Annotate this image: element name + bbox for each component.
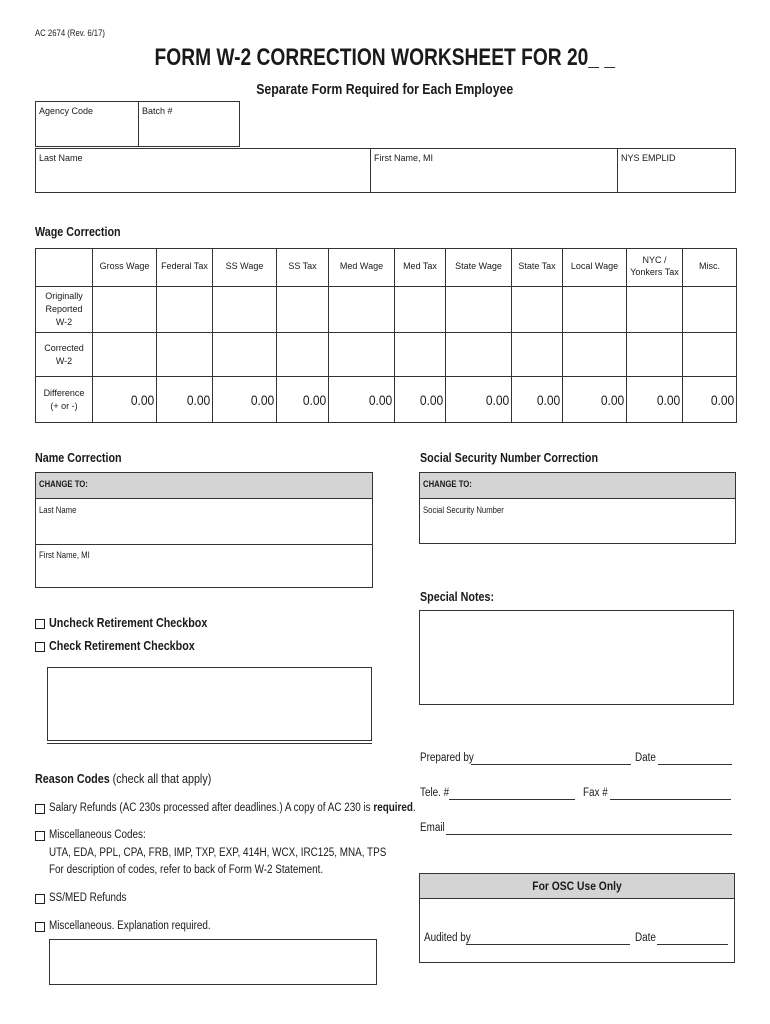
col-header: NYC / Yonkers Tax xyxy=(627,249,683,287)
uncheck-retirement-checkbox[interactable] xyxy=(35,619,45,629)
original-cell[interactable] xyxy=(395,287,446,333)
ssn-correction-title: Social Security Number Correction xyxy=(420,451,599,465)
audited-date-line[interactable] xyxy=(657,944,728,945)
osc-use-box xyxy=(419,873,735,963)
row-label-difference: Difference (+ or -) xyxy=(36,377,93,423)
fax-line[interactable] xyxy=(610,799,731,800)
corrected-cell[interactable] xyxy=(627,333,683,377)
table-row xyxy=(36,287,737,333)
nys-emplid-label: NYS EMPLID xyxy=(621,153,676,163)
check-retirement-checkbox[interactable] xyxy=(35,642,45,652)
audited-by-label: Audited by xyxy=(424,932,471,944)
misc-codes-desc: For description of codes, refer to back of Form W-2 Statement. xyxy=(49,864,324,876)
tele-line[interactable] xyxy=(449,799,575,800)
special-notes-title: Special Notes: xyxy=(420,590,495,604)
misc-explanation-box[interactable] xyxy=(49,939,377,985)
difference-cell: 0.00 xyxy=(329,377,395,423)
first-name-field[interactable] xyxy=(370,148,618,193)
misc-codes-checkbox[interactable] xyxy=(35,831,45,841)
original-cell[interactable] xyxy=(627,287,683,333)
difference-cell: 0.00 xyxy=(683,377,737,423)
col-header: Med Wage xyxy=(329,249,395,287)
audited-by-line[interactable] xyxy=(466,944,630,945)
nys-emplid-field[interactable] xyxy=(617,148,736,193)
tele-label: Tele. # xyxy=(420,787,450,799)
osc-use-header: For OSC Use Only xyxy=(420,874,734,899)
reason-codes-title: Reason Codes (check all that apply) xyxy=(35,772,212,786)
misc-explanation-checkbox[interactable] xyxy=(35,922,45,932)
wage-correction-title: Wage Correction xyxy=(35,225,121,239)
original-cell[interactable] xyxy=(93,287,157,333)
salary-refunds-checkbox[interactable] xyxy=(35,804,45,814)
corrected-cell[interactable] xyxy=(93,333,157,377)
name-correction-title: Name Correction xyxy=(35,451,122,465)
retirement-notes-box[interactable] xyxy=(47,667,372,741)
name-change-to-header: CHANGE TO: xyxy=(36,473,372,499)
batch-label: Batch # xyxy=(142,106,173,116)
ss-med-refunds-label: SS/MED Refunds xyxy=(49,892,127,904)
table-row xyxy=(36,377,737,423)
divider xyxy=(47,743,372,744)
corrected-cell[interactable] xyxy=(157,333,213,377)
col-header: Federal Tax xyxy=(157,249,213,287)
agency-code-label: Agency Code xyxy=(39,106,94,116)
corrected-last-name-field[interactable] xyxy=(36,499,372,545)
difference-cell: 0.00 xyxy=(213,377,277,423)
corrected-cell[interactable] xyxy=(395,333,446,377)
ssn-label: Social Security Number xyxy=(423,505,504,515)
original-cell[interactable] xyxy=(213,287,277,333)
col-header: Med Tax xyxy=(395,249,446,287)
col-header: Gross Wage xyxy=(93,249,157,287)
misc-explanation-label: Miscellaneous. Explanation required. xyxy=(49,920,211,932)
col-header: State Wage xyxy=(446,249,512,287)
salary-refunds-label: Salary Refunds (AC 230s processed after deadlines.) A copy of AC 230 is required. xyxy=(49,802,416,814)
first-name-label: First Name, MI xyxy=(374,153,434,163)
agency-code-field[interactable] xyxy=(35,101,139,147)
col-header: Misc. xyxy=(683,249,737,287)
corrected-cell[interactable] xyxy=(512,333,563,377)
fax-label: Fax # xyxy=(583,787,608,799)
last-name-label: Last Name xyxy=(39,153,83,163)
col-header: State Tax xyxy=(512,249,563,287)
corrected-cell[interactable] xyxy=(446,333,512,377)
ssn-correction-box xyxy=(419,472,736,544)
difference-cell: 0.00 xyxy=(93,377,157,423)
misc-codes-list: UTA, EDA, PPL, CPA, FRB, IMP, TXP, EXP, 414H, WCX, IRC125, MNA, TPS xyxy=(49,847,387,859)
original-cell[interactable] xyxy=(446,287,512,333)
row-label-corrected: Corrected W-2 xyxy=(36,333,93,377)
special-notes-box[interactable] xyxy=(419,610,734,705)
original-cell[interactable] xyxy=(157,287,213,333)
prepared-by-line[interactable] xyxy=(471,764,631,765)
corrected-cell[interactable] xyxy=(329,333,395,377)
name-correction-box xyxy=(35,472,373,588)
original-cell[interactable] xyxy=(512,287,563,333)
table-row xyxy=(36,333,737,377)
difference-cell: 0.00 xyxy=(157,377,213,423)
difference-cell: 0.00 xyxy=(277,377,329,423)
last-name-field[interactable] xyxy=(35,148,371,193)
corrected-first-name-label: First Name, MI xyxy=(39,550,90,560)
check-retirement-label: Check Retirement Checkbox xyxy=(49,639,195,653)
wage-correction-table xyxy=(35,248,737,423)
corrected-last-name-label: Last Name xyxy=(39,505,77,515)
email-line[interactable] xyxy=(446,834,732,835)
uncheck-retirement-label: Uncheck Retirement Checkbox xyxy=(49,616,208,630)
table-corner xyxy=(36,249,93,287)
original-cell[interactable] xyxy=(563,287,627,333)
col-header: SS Wage xyxy=(213,249,277,287)
difference-cell: 0.00 xyxy=(446,377,512,423)
corrected-cell[interactable] xyxy=(213,333,277,377)
corrected-cell[interactable] xyxy=(683,333,737,377)
audited-date-label: Date xyxy=(635,932,656,944)
corrected-first-name-field[interactable] xyxy=(36,544,372,587)
prepared-by-label: Prepared by xyxy=(420,752,474,764)
prepared-date-label: Date xyxy=(635,752,656,764)
difference-cell: 0.00 xyxy=(563,377,627,423)
form-title: FORM W-2 CORRECTION WORKSHEET FOR 20_ _ xyxy=(154,44,616,71)
email-label: Email xyxy=(420,822,445,834)
corrected-cell[interactable] xyxy=(563,333,627,377)
form-subtitle: Separate Form Required for Each Employee xyxy=(256,81,514,98)
misc-codes-label: Miscellaneous Codes: xyxy=(49,829,146,841)
batch-field[interactable] xyxy=(138,101,240,147)
ssn-change-to-header: CHANGE TO: xyxy=(420,473,735,499)
ss-med-refunds-checkbox[interactable] xyxy=(35,894,45,904)
col-header: SS Tax xyxy=(277,249,329,287)
difference-cell: 0.00 xyxy=(395,377,446,423)
corrected-cell[interactable] xyxy=(277,333,329,377)
difference-cell: 0.00 xyxy=(512,377,563,423)
ssn-field[interactable] xyxy=(420,499,735,543)
prepared-date-line[interactable] xyxy=(658,764,732,765)
difference-cell: 0.00 xyxy=(627,377,683,423)
form-number: AC 2674 (Rev. 6/17) xyxy=(35,28,105,38)
col-header: Local Wage xyxy=(563,249,627,287)
original-cell[interactable] xyxy=(329,287,395,333)
original-cell[interactable] xyxy=(683,287,737,333)
row-label-original: Originally Reported W-2 xyxy=(36,287,93,333)
original-cell[interactable] xyxy=(277,287,329,333)
